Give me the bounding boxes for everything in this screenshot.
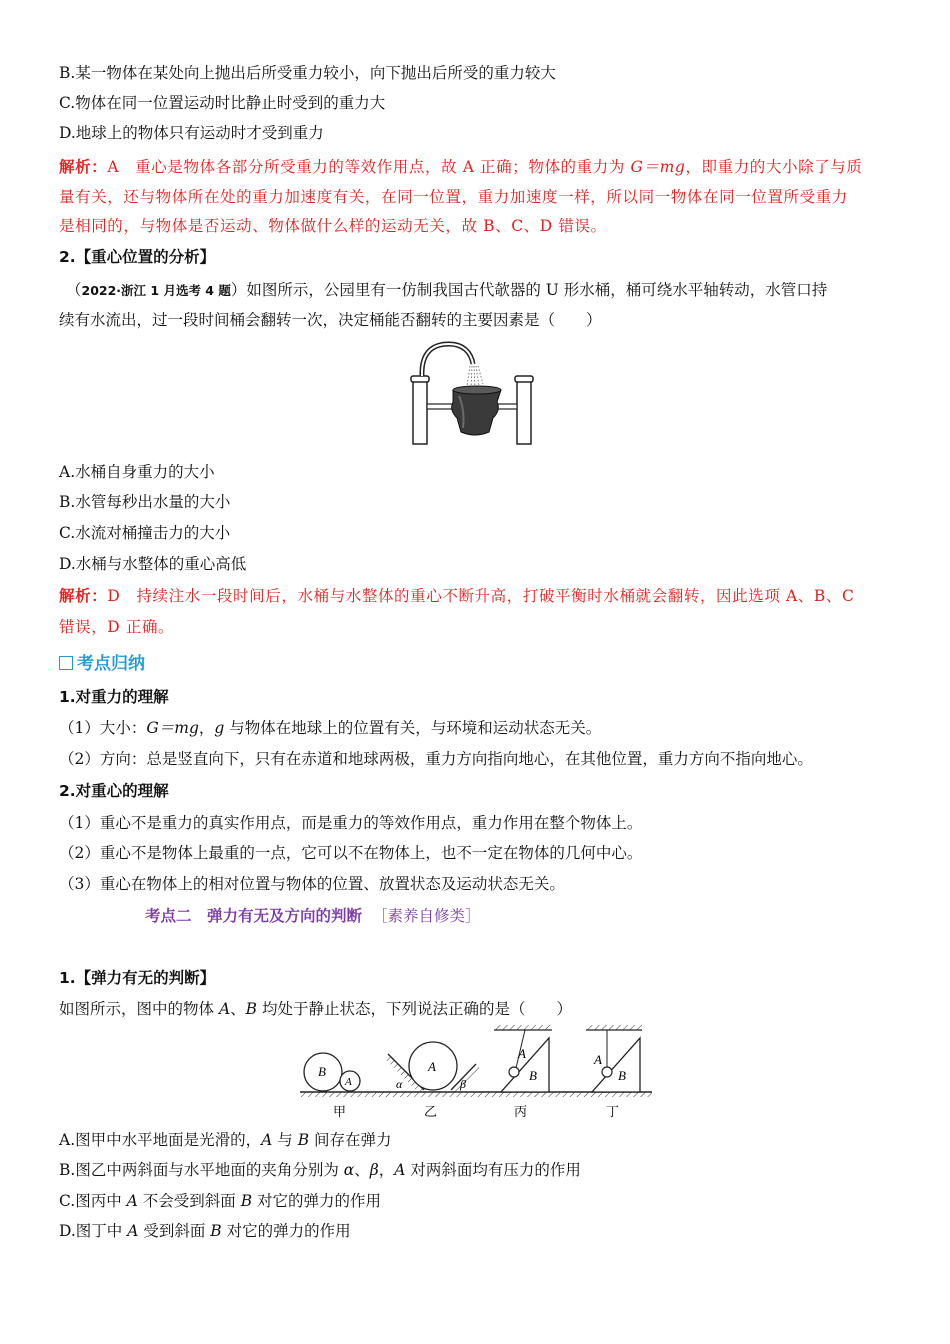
q2-option-c: C.水流对桶撞击力的大小: [59, 524, 231, 542]
answer-label: 解析：: [59, 587, 108, 605]
q1-answer-line-2: 量有关，还与物体所在处的重力加速度有关，在同一位置，重力加速度一样，所以同一物体在同一位置所受重力: [59, 188, 848, 206]
section-2-heading: 考点二 弹力有无及方向的判断 ［素养自修类］: [145, 907, 481, 925]
svg-text:A: A: [345, 1076, 352, 1088]
summary-item-2-2: （2）重心不是物体上最重的一点，它可以不在物体上，也不一定在物体的几何中心。: [59, 844, 643, 862]
elastic-force-figure: [296, 1024, 656, 1122]
q2-stem-line-2: 续有水流出，过一段时间桶会翻转一次，决定桶能否翻转的主要因素是（ ）: [59, 311, 602, 329]
q1-answer-line-3: 是相同的，与物体是否运动、物体做什么样的运动无关，故 B、C、D 错误。: [59, 217, 607, 235]
formula: G＝mg: [630, 158, 686, 176]
label-yi: 乙: [424, 1105, 438, 1120]
q3-stem: 如图所示，图中的物体 A、B 均处于静止状态，下列说法正确的是（ ）: [59, 1000, 572, 1018]
summary-item-1-1: （1）大小：G＝mg，g 与物体在地球上的位置有关，与环境和运动状态无关。: [59, 719, 602, 737]
angle-beta: β: [460, 1077, 466, 1091]
q2-answer-line-2: 错误，D 正确。: [59, 618, 175, 636]
water-stream: [467, 366, 483, 388]
angle-alpha: α: [396, 1077, 403, 1091]
diagram-ding: [586, 1025, 642, 1120]
label-jia: 甲: [333, 1105, 347, 1120]
right-pole: [517, 380, 531, 444]
svg-text:B: B: [529, 1068, 537, 1083]
label-bing: 丙: [514, 1105, 528, 1120]
summary-item-1-2: （2）方向：总是竖直向下，只有在赤道和地球两极，重力方向指向地心，在其他位置，重力方向不指向地心。: [59, 750, 813, 768]
svg-text:A: A: [428, 1059, 436, 1074]
answer-label: 解析：: [59, 158, 108, 176]
left-pole: [413, 380, 427, 444]
summary-heading-2: 2.对重心的理解: [59, 782, 169, 800]
diagram-yi: [384, 1042, 480, 1120]
ball-a-bing: [509, 1067, 519, 1077]
label-ding: 丁: [606, 1105, 620, 1120]
bucket-figure: [405, 340, 545, 446]
summary-heading-1: 1.对重力的理解: [59, 688, 169, 706]
diagram-jia: [304, 1053, 360, 1120]
summary-item-2-1: （1）重心不是重力的真实作用点，而是重力的等效作用点，重力作用在整个物体上。: [59, 814, 643, 832]
svg-text:B: B: [318, 1064, 326, 1079]
svg-text:B: B: [618, 1068, 626, 1083]
q3-option-c: C.图丙中 A 不会受到斜面 B 对它的弹力的作用: [59, 1192, 382, 1210]
q3-option-a: A.图甲中水平地面是光滑的，A 与 B 间存在弹力: [59, 1131, 392, 1149]
checkbox-square-icon: [59, 656, 73, 670]
q1-option-c: C.物体在同一位置运动时比静止时受到的重力大: [59, 94, 386, 112]
q2-option-b: B.水管每秒出水量的大小: [59, 493, 231, 511]
q1-option-b: B.某一物体在某处向上抛出后所受重力较小，向下抛出后所受的重力较大: [59, 64, 556, 82]
q2-heading: 2.【重心位置的分析】: [59, 248, 216, 266]
q3-heading: 1.【弹力有无的判断】: [59, 969, 216, 987]
summary-item-2-3: （3）重心在物体上的相对位置与物体的位置、放置状态及运动状态无关。: [59, 875, 565, 893]
diagram-bing: [494, 1025, 552, 1120]
summary-title: 考点归纳: [59, 653, 145, 675]
q2-option-d: D.水桶与水整体的重心高低: [59, 555, 247, 573]
svg-text:A: A: [518, 1046, 526, 1061]
q1-option-d: D.地球上的物体只有运动时才受到重力: [59, 124, 324, 142]
q2-stem-line-1: （2022·浙江 1 月选考 4 题）如图所示，公园里有一仿制我国古代欹器的 U 形水桶，桶可绕水平轴转动，水管口持: [66, 281, 828, 299]
q3-option-d: D.图丁中 A 受到斜面 B 对它的弹力的作用: [59, 1222, 351, 1240]
q2-answer-line-1: 解析：D 持续注水一段时间后，水桶与水整体的重心不断升高，打破平衡时水桶就会翻转，因此选项 A、B、C: [59, 587, 855, 605]
q1-answer-line-1: 解析：A 重心是物体各部分所受重力的等效作用点，故 A 正确；物体的重力为 G＝mg，即重力的大小除了与质: [59, 158, 863, 176]
q3-option-b: B.图乙中两斜面与水平地面的夹角分别为 α、β，A 对两斜面均有压力的作用: [59, 1161, 581, 1179]
ball-a-ding: [602, 1067, 612, 1077]
q2-source: 2022·浙江 1 月选考 4 题: [81, 283, 231, 298]
svg-text:A: A: [594, 1052, 602, 1067]
q2-option-a: A.水桶自身重力的大小: [59, 463, 215, 481]
